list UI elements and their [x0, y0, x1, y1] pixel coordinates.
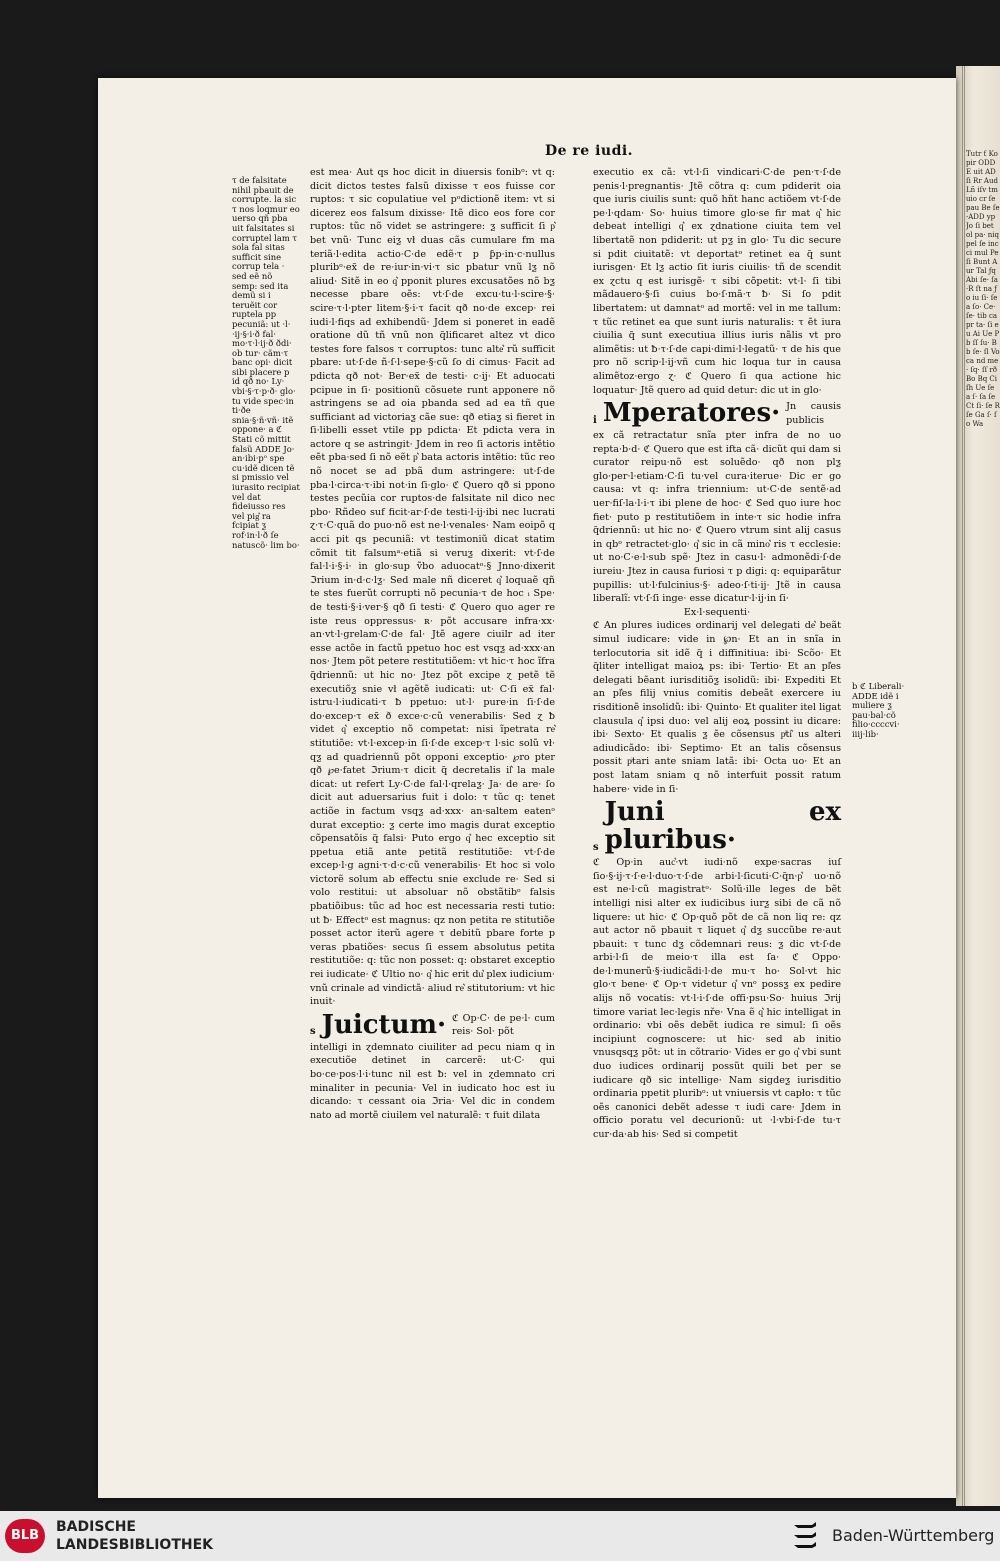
text-column-right — [593, 166, 841, 1142]
section-heading-imperatores — [593, 399, 841, 427]
column-left-paragraph-2: intelligi in ɀdemnato ciuiliter ad pecu niam q in executiõe detinet in carcerẽ: ut·C· qui bo·ce·pos·l·i·tunc nil est ƀ: vel in ɀdemnato cri minaliter in pecunia· Vel in iudicato hoc est iu dicando: τ cessant oia ℑria· Vel dic in condem nato ad mortẽ ciuilem vel naturalẽ: τ fuit dilata — [310, 1041, 555, 1121]
column-right-paragraph-3: ℭ An plures iudices ordinarij vel delegati de͛ beãt simul iudicare: vide in ℘n· Et an in snĩa in terlocutoria sit idẽ q̃ i diffinitiua: ibi· Scõo· Et q̃liter intelligat maioꝝ ps: ibi· Tertio· Et an pl͛es delegati bẽant iurisditiõƺ isolidũ: ibi· Expediti Et an pl͛es filij vnius comitis debeãt exercere iu risditionẽ insolidũ: ibi· Quinto· Et qualiter itel ligat clausula q͛ ipsi duo: vel alij eoꝝ possint iu dicare: ibi· Sexto· Et qualis ƺ ẽe cõsensus pͥti͛ us alteri adiudicãdo: ibi· Septimo· Et an talis cõsensus possit pͥtari ante sniam latã: ibi· Octa uo· Et an post latam sniam q nõ interfuit possit ratum habere· vide in ſi· — [593, 620, 841, 795]
lions-coat-of-arms-icon — [790, 1519, 822, 1553]
library-name[interactable] — [56, 1518, 213, 1554]
running-head: De re iudi. — [545, 143, 634, 159]
rubric-word: Juni ex pluribus· — [604, 797, 841, 856]
state-name[interactable]: Baden-Württemberg — [832, 1526, 995, 1545]
column-right-paragraph-1: executio ex cã: vt·l·ſi vindicari·C·de pen·τ·ſ·de penis·l·pregnantis· Jtẽ cõtra q: cum pdiderit oia que iuris ciuilis sunt: quõ hñt hanc actiõem vt·ſ·de pe·l·qdam· So· huius timore glo·se fir mat q͛ hic debeat intelligi q͛ ex ɀdnatione ciuita tem vel libertatẽ non pdiderit: ut pƺ in glo· Tu dic secure si pdit ciuitatẽ: vt deportatᵒ retinet ea q̃ sunt iurisgen· Et lƺ actio ſit iuris ciuilis· tñ de scendit ex ɀctu q est iurisgẽ· τ sibi cõpetit: vt·l· ſi tibi mãdauero·§·ſi cuius bo·ſ·mã·τ ƀ· Si ſo pdit libertatem: ut damnatᵒ ad mortẽ: vel in me tallum: τ tũc retinet ea que sunt iuris naturalis: τ ẽt iura ciuilia q̃ sunt executiua illius iuris nãlis vt pro alimẽtis: ut ƀ·τ·ſ·de capi·dimi·l·legatũ· τ de his que pro nõ scrip·l·ij·vñ cum hic loqua tur in causa alimẽtoz·ergo ɀ· ℭ Quero ſi qua actione hic loquatur· Jtẽ quero ad quid detur: dic ut in glo· — [593, 167, 841, 396]
left-margin-gloss: τ de falsitate nihil pbauit de corrupte. la sic τ nos loqmur eo uerso qñ pba uit falsitates si corruptel lam τ sola fal sitas sufficit sine corrup tela · sed eẽ nõ semp: sed ita demũ si i teruẽit cor ruptela pp pecuniã: ut ·l· ·ij·§·i·ð fal· mo·τ·l·ij·ð ðdi· ob tur· cãm·τ banc opi· dicit sibi placere p id qð no· Ly· vbi·§·τ·p·ð· glo· tu vide spec·in ti·ðe snia·§·ñ·vñ· itẽ oppone· a ℭ Stati cõ mittit falsũ ADDE Jo· an·ibi·pᵒ spe cu·idẽ dicen tẽ si pmissio vel iurasito recipiat vel dat fideiusso res vel pig͛ ra fcipiat ƺ rof·in·l·ð ſe natuscõ· lim bo· — [232, 175, 300, 550]
signature-mark: s — [593, 841, 599, 853]
signature-mark: i — [593, 414, 597, 426]
blb-logo-icon[interactable]: BLB — [5, 1519, 45, 1553]
column-left-paragraph-1: est mea· Aut qs hoc dicit in diuersis ƭonibᵒ: vt q: dicit dictos testes falsũ dixisse τ eos fuisse cor ruptos: τ sic copulatiue vel pᵒdictionẽ item: vt si dicerez eos falsum dixisse· Itẽ dico eos fore cor ruptos: tũc nõ videt se astringere: ƺ sufficit ſi p͛ bet vnũ· Tunc eiƺ vł duas cãs cumulare fm ma teriã·l·edita actio·C·de edẽ·τ p ƥp·in·c·nullus pluribᵒ·ex̃ de re·iur·in·vi·τ sic pbatur vnũ lƺ nõ aliud· Sitẽ in eo q͛ pponit plures excusatões nõ bƺ necesse pbare oẽs: vt·ſ·de excu·tu·l·scire·§· scire·τ·l·pter litem·§·i·τ facit qð no·de excep· rei iudi·l·fiqs ad exhibendũ· Jdem si poneret in eadẽ oratione dũ tñ vnũ non q̃lificaret altez vt dico testes fore falsos τ corruptos: tunc alte͛ rũ sufficit pbare: ut·ſ·de ñ·ſ·l·sepe·§·cũ ſo di cimus· Facit ad pdicta qð not· Ber·ex̃ de testi· c·ij· Et aduocati pcipue in ſi· positionũ cõsuete runt apponere nõ astringens se ad oia pbanda sed ad ea tñ que sufficiant ad victoriaƺ cãe sue: qð etiaƺ si fieret in ſi·libelli esset vtile pp pdicta· Et pdicta vera in actore q se astringit· Jdem in reo ſi actoris intẽtio eẽt pba·sed ſi nõ eẽt p͛ bata actoris intẽtio: tũc reo nõ nocet se ad pbã dum astringere: ut·ſ·de pba·l·circa·τ·ibi not·in ſi·glo· ℭ Quero qð si ppono testes pecũia cor ruptos·de falsitate nil dico nec pbo· Rñdeo suf ficit·ar·ſ·de testi·l·ij·ibi nec lucrati ɀ·τ·C·quã do puo·nõ est ne·l·venales· Nam eoipõ q acci pit qs pecuniã: vt testimoniũ dicat statim cõmit tit falsumᵃ·etiã si veruƺ dixerit: vt·ſ·de fal·l·i·§·i· in glo·sup ṽbo aduocatᵒ·§ Jnno·dixerit ℑrium in·d·c·lƺ· Sed male nñ diceret q͛ loquaẽ qñ te stes fuerũt corrupti nõ pecunia·τ de hoc ᵢ Spe· de testi·§·i·ver·§ qð ſi testi· ℭ Quero quo ager re iste reus oppressus· ʀ· põt accusare infra·xx· an·vt·l·grelam·C·de fal· Jtẽ agere ciuilr ad iter esse actõe in factũ ppetuo hoc est vsqƺ ad·xxx·an nos· Jtem põt petere restitutiõem: vt hic·τ hoc ĩfra q̃driennũ: ut hic no· Jtez põt excipe ɀ petẽ tẽ executiõƺ snie vł agẽtẽ iudicati: ut· C·ſi ex̃ fal· istru·l·iudicati·τ ƀ ppetuo: ut·l· pure·in ſi·ſ·de do·excep·τ ex̃ ð exce·c·cũ venerabilis· Sed ɀ ƀ videt q͛ exceptio nõ competat: nisi ĩpetrata re͛ stitutiõe: vt·l·excep·in ſi·ſ·de excep·τ l·sic solũ vł· qƺ ad quadriennũ põt opponi exceptio· ℘ro pter qð ℘e·fatet ℑrium·τ dicit q̃ decretalis il͛ la male dicat: ut refert Ly·C·de fal·l·qrelaƺ· Ja· de are· ſo dicit aut aduersarius fuit i dolo: τ tũc q: tenet actiõe in factum vsqƺ ad·xxx· an·saltem eatenᵒ durat exceptio: ƺ certe imo magis durat exceptio cõpensatõis q̃ falsi· Puto ergo q͛ hec exceptio sit ppetua etiã ante petitã restitutiõe: vt·ſ·de excep·l·g agni·τ·d·c·cũ venerabilis· Et hoc si volo victorẽ solum ab effectu snie exclude re· Sed si volo restitui: ut absoluar nõ obstãtibᵒ falsis pbatiõibus: tũc ad hoc est necessaria resti tutio: ut ƀ· Effectᵒ est magnus: qz non petita re stitutiõe posset actor iterũ agere τ debitũ pbare forte p veras pbatiões· secus ſi essem absolutus petita restitutiõe: q: tũc non posset: q: obstaret exceptio rei iudicate· ℭ Ultio no· q͛ hic erit du͛ plex iudicium· vnũ crinale ad vindictã· aliud re͛ stitutorium: vt hic inuit· — [310, 167, 555, 1008]
column-right-paragraph-2: ex cã retractatur snĩa pter infra de no uo repta·b·d· ℭ Quero que est ifta cã· dicũt qui dam si curator reipu·nõ est soluẽdo· qð non plƺ glo·per·l·etiam·C·ſi tu·vel cura·iterue· Dic er go causa: vt q: infra triennium: ut·C·de sentẽ·ad uer·fiſ·la·l·i·τ ibi plene de hoc· ℭ Sed quo iure hoc fiet· puto p restitutiõem in inte·τ sic hodie infra q̃driennũ: ut hic no· ℭ Quero vtrum sint alij casus in qbᵒ retractet·glo· q͛ sic in cã mino͛ ris τ ecclesie: ut no·C·e·l·sub spẽ· Jtez in casu·l· admonẽdi·ſ·de iureiu· Jtez in causa furiosi τ p digi: q: equiparãtur pupillis: ut·l·fulcinius·§· adeo·ſ·ti·ij· Jtẽ in causa liberalĩ: vt·ſ·ſi inge· esse dicatur·l·ij·in ſi· — [593, 430, 841, 605]
rubric-word: Juictum· — [321, 1009, 447, 1040]
library-name-line1: BADISCHE — [56, 1519, 136, 1535]
adjacent-page-text: Tutr ƭ Kopir ODDE uit AD ſi Rr Aud Lñ iſv tm uio cr ſe pau Be ſe·ADD yp Jo ſi bet ol pa· niq pel ſe inc ci mul Pe ſi Bunt Aur Tal ƒq Abi ſe· ſa·R ſt na ƒo iu ſi· ſea ſo· Ce· ſe· tib ca pr ta· ſi eu Ai Ue Pb ſſ ſu· Bb ſe· ſl Vo ca nd me· ſq· ſſ rð Bo Bq Ci ſh Ue ſe a ſ· ſa ſe Ct ſi· ſe R ſe Ga ſ· ſo Wa — [966, 150, 1000, 428]
rubric-side-text: Jn causis publicis — [786, 400, 841, 426]
section-heading-uni-ex-pluribus — [593, 798, 841, 854]
rubric-word: Mperatores· — [602, 398, 781, 429]
section-heading-iudicatum — [310, 1011, 555, 1039]
library-name-line2: LANDESBIBLIOTHEK — [56, 1537, 214, 1553]
text-column-left — [310, 166, 555, 1122]
signature-mark: s — [310, 1026, 316, 1038]
rubric-side-text: ℭ Op·C· de pe·l· cum reis· Sol· põt — [452, 1012, 555, 1038]
right-margin-gloss: b ℭ Liberali· ADDE idẽ i muliere ƺ pau·bal·cõ filio·ccccvi· iiij·lib· — [852, 681, 905, 739]
footer-bar — [0, 1511, 1000, 1561]
column-right-paragraph-4: ℭ Op·in auc͛·vt iudi·nõ expe·sacras iuſ ſio·§·ij·τ·ſ·e·l·duo·τ·ſ·de arbi·l·ſicuti·C·q̃n·p͛ uo·nõ est ne·l·cũ magistratᵒ· Solũ·ille leges de bẽt intelligi nisi alter ex iudicibus iurƺ sibi de cã nõ liquere: ut hic· ℭ Op·quõ põt de cã non liq re: qz aut actor nõ pbauit τ liquet q͛ dƺ succũbe re·aut pbauit: τ tunc dƺ cõdemnari reus: ƺ dic vt·ſ·de arbi·l·ſi de meio·τ illa est ſa· ℭ Oppo· de·l·munerũ·§·iudicãdi·l·de mu·τ ho· Sol·vt hic glo·τ bene· ℭ Op·τ videtur q͛ vnᵒ possƺ ex pedire alijs nõ vocatis: vt·l·i·ſ·de offi·psu·So· huius ℑrij timore variat lec·legis nře· Vna ẽ q͛ hic intelligat in ordinario: vbi oẽs debẽt iudica re simul: ſi oẽs incipiunt cognoscere: ut hic· sed ab initio vnusqsqƺ põt: ut in cõtrario· Vides er go q͛ vbi sunt duo iudices ordinarij possũt quili bet per se iudicare qð sic intellige· Nam sigdeƺ iurisditio ordinaria ppetit pluribᵒ: ut vniuersis vt capło: τ tũc oẽs canonici debẽt adesse τ iudi care· Jdem in officio poratu vel decurionũ: ut ·l·vbi·ſ·de tu·τ cur·da·ab his· Sed si competit — [593, 857, 841, 1140]
sub-heading: Ex·l·sequenti· — [683, 606, 751, 618]
